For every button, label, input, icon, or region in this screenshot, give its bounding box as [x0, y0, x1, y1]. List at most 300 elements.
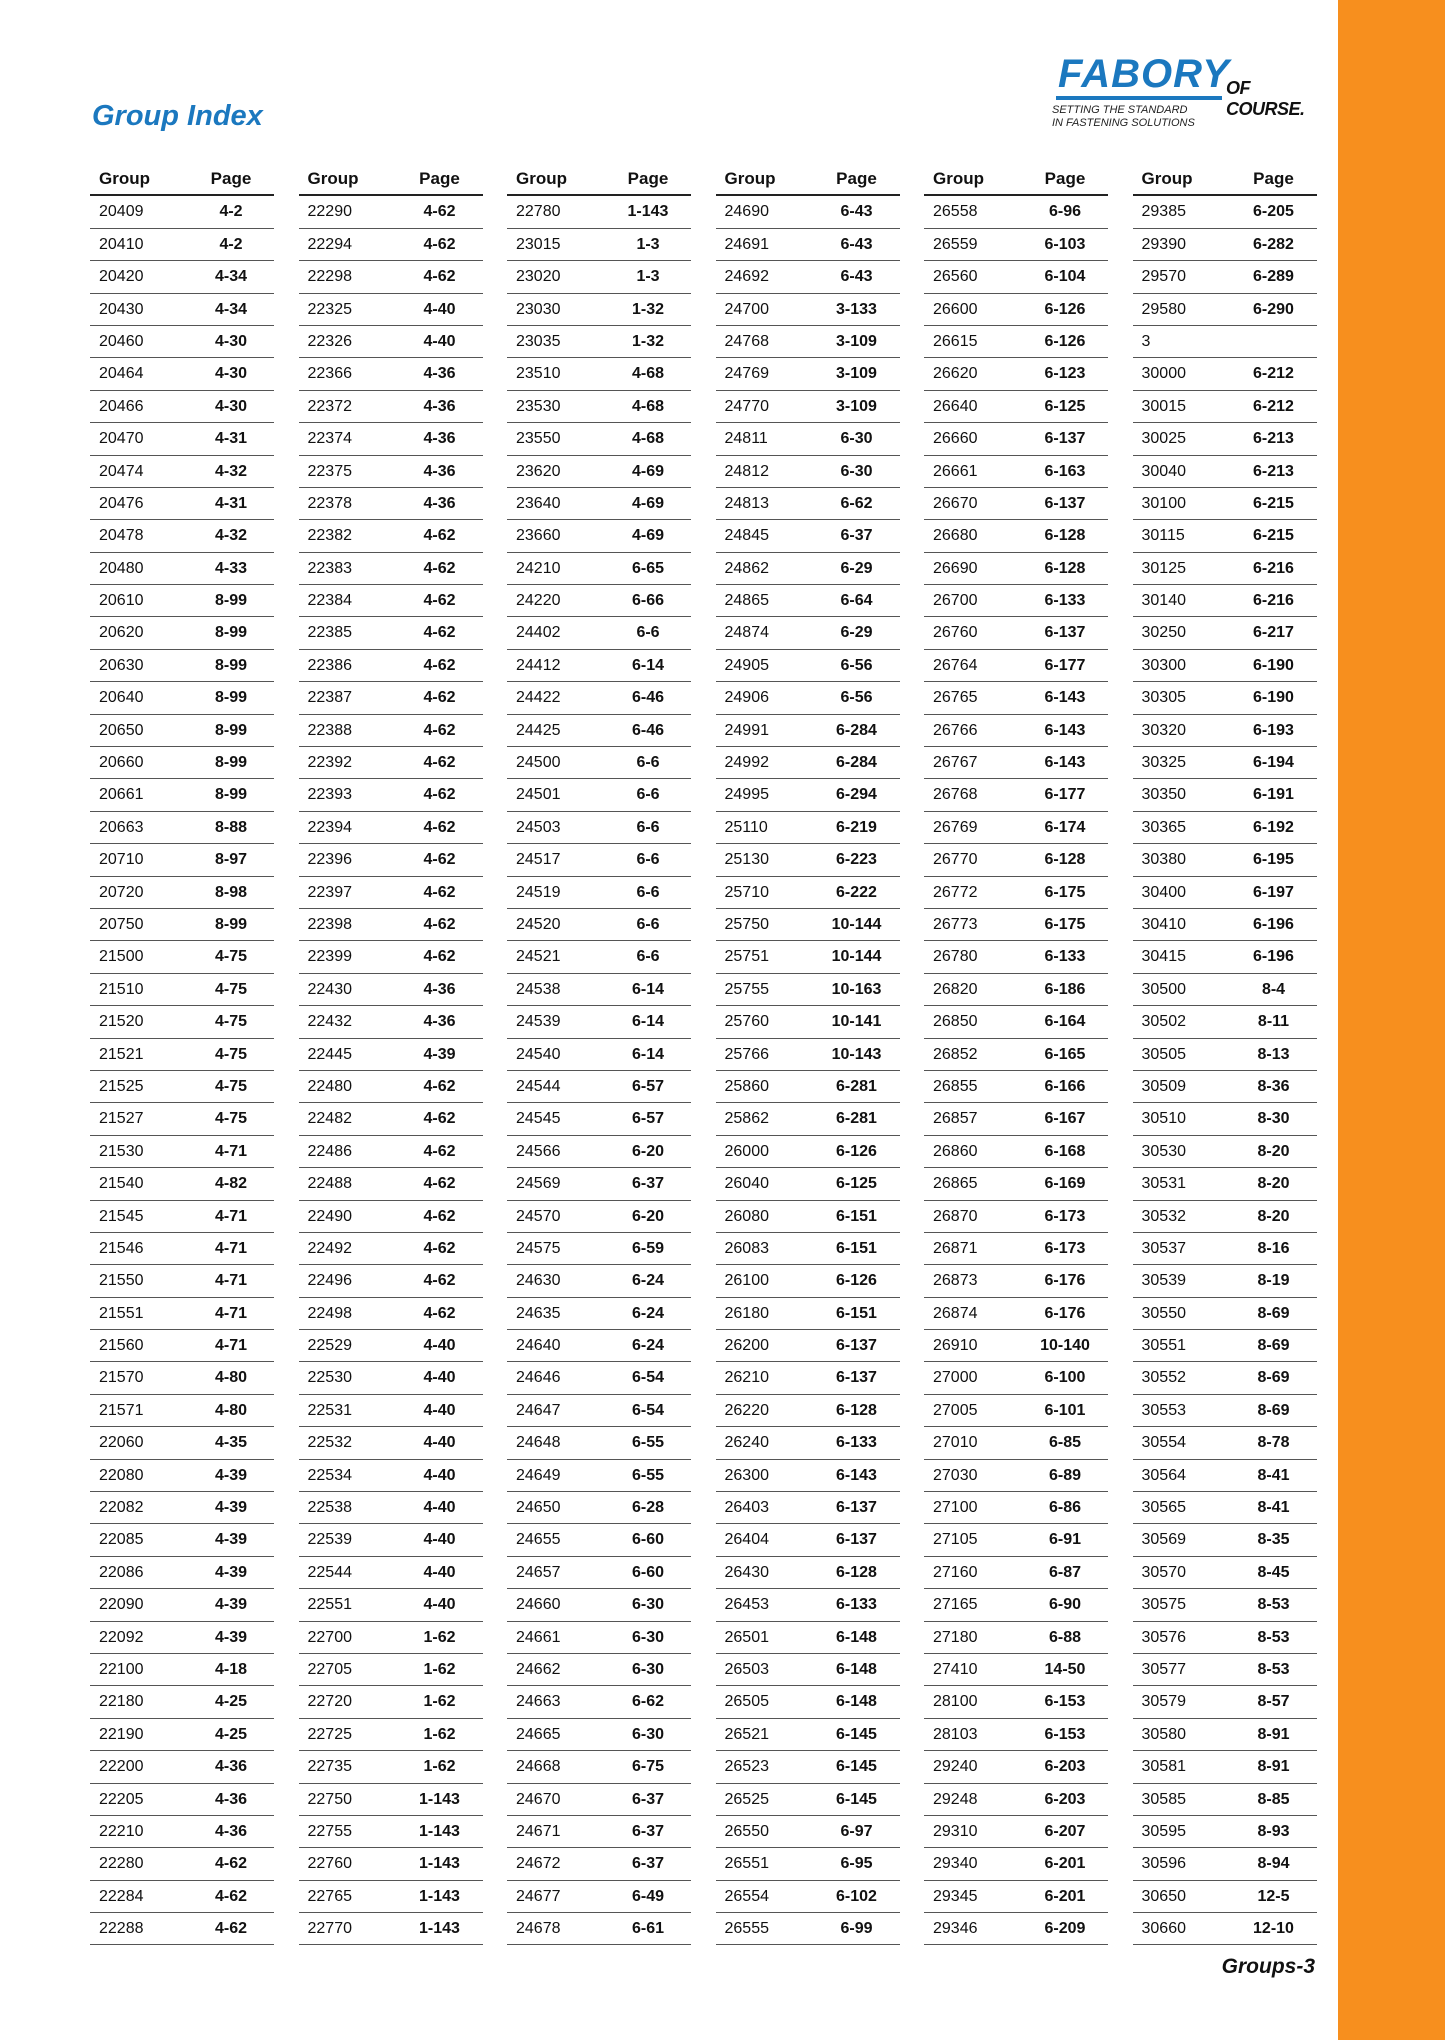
page-reference: 4-34 — [214, 268, 248, 286]
group-number: 26404 — [724, 1531, 769, 1549]
table-row — [716, 1136, 900, 1168]
group-number: 26100 — [724, 1272, 769, 1290]
table-row — [1133, 229, 1317, 261]
page-reference: 8-20 — [1257, 1175, 1290, 1193]
page-reference: 6-6 — [636, 754, 660, 772]
page-reference: 6-30 — [631, 1660, 665, 1678]
table-row — [716, 391, 900, 423]
page-reference: 6-173 — [1044, 1207, 1086, 1225]
page-reference: 12-5 — [1257, 1887, 1290, 1905]
index-column-6 — [1133, 163, 1317, 1945]
page-reference: 4-32 — [214, 527, 248, 545]
table-row — [90, 682, 274, 714]
table-row — [924, 585, 1108, 617]
table-row — [299, 1816, 483, 1848]
group-number: 29345 — [933, 1887, 978, 1905]
page-reference: 8-41 — [1257, 1499, 1290, 1517]
page-reference: 8-69 — [1257, 1401, 1290, 1419]
table-row — [299, 682, 483, 714]
side-accent-bar — [1338, 0, 1445, 2040]
group-number: 23510 — [516, 365, 561, 383]
group-number: 22539 — [307, 1531, 352, 1549]
table-row — [1133, 1039, 1317, 1071]
group-number: 26871 — [933, 1239, 978, 1257]
table-row — [924, 1524, 1108, 1556]
group-number: 30502 — [1141, 1013, 1186, 1031]
page-reference: 6-6 — [636, 851, 660, 869]
table-row — [1133, 877, 1317, 909]
page-reference: 6-216 — [1253, 559, 1294, 577]
page-reference: 6-43 — [840, 268, 873, 286]
group-number: 21550 — [99, 1272, 144, 1290]
table-row — [924, 423, 1108, 455]
group-number: 26555 — [724, 1920, 769, 1938]
group-number: 27010 — [933, 1434, 978, 1452]
table-row — [716, 1298, 900, 1330]
logo-slogan: OF COURSE. — [1226, 78, 1305, 119]
page-reference: 6-30 — [631, 1596, 665, 1614]
table-row — [90, 1201, 274, 1233]
header-group: Group — [307, 169, 359, 188]
group-number: 22490 — [307, 1207, 352, 1225]
page-reference: 4-69 — [631, 462, 665, 480]
group-number: 24769 — [724, 365, 769, 383]
table-row — [716, 553, 900, 585]
page-reference: 6-192 — [1253, 818, 1294, 836]
group-number: 22384 — [307, 592, 352, 610]
page-reference: 6-193 — [1253, 721, 1294, 739]
group-number: 22430 — [307, 980, 352, 998]
page-reference: 6-176 — [1044, 1272, 1086, 1290]
page-reference: 6-29 — [840, 559, 873, 577]
table-row — [299, 1557, 483, 1589]
table-row — [90, 1913, 274, 1945]
group-number: 22294 — [307, 235, 352, 253]
group-number: 26403 — [724, 1499, 769, 1517]
page-reference: 6-6 — [636, 786, 660, 804]
table-row — [1133, 1686, 1317, 1718]
page-reference: 4-75 — [214, 1077, 248, 1095]
page-reference: 4-62 — [423, 203, 456, 221]
page-number: Groups-3 — [1221, 1955, 1315, 1978]
table-row — [299, 812, 483, 844]
header-page: Page — [419, 169, 460, 188]
table-row — [90, 1298, 274, 1330]
group-number: 26453 — [724, 1596, 769, 1614]
header-page: Page — [1253, 169, 1294, 188]
page-reference: 4-71 — [214, 1142, 248, 1160]
table-row — [299, 1006, 483, 1038]
page-reference: 4-36 — [423, 430, 456, 448]
group-number: 22180 — [99, 1693, 144, 1711]
table-row — [1133, 1006, 1317, 1038]
page-reference: 6-294 — [836, 786, 877, 804]
group-number: 22770 — [307, 1920, 352, 1938]
table-row — [507, 585, 691, 617]
page-reference: 4-2 — [219, 235, 243, 253]
group-number: 22374 — [307, 430, 352, 448]
table-row — [507, 1298, 691, 1330]
table-row — [924, 877, 1108, 909]
page-reference: 4-71 — [214, 1304, 248, 1322]
page-reference: 6-46 — [631, 721, 665, 739]
group-number: 30550 — [1141, 1304, 1186, 1322]
group-number: 22480 — [307, 1077, 352, 1095]
table-row — [1133, 909, 1317, 941]
group-number: 20470 — [99, 430, 144, 448]
table-row — [716, 1460, 900, 1492]
page-reference: 6-223 — [836, 851, 877, 869]
group-number: 22551 — [307, 1596, 352, 1614]
table-row — [716, 1622, 900, 1654]
group-number: 22326 — [307, 332, 352, 350]
page-reference: 4-62 — [423, 1175, 456, 1193]
page-reference: 4-39 — [214, 1499, 248, 1517]
page-reference: 4-40 — [423, 1337, 456, 1355]
group-number: 24569 — [516, 1175, 561, 1193]
table-row — [507, 941, 691, 973]
group-number: 30580 — [1141, 1725, 1186, 1743]
table-row — [507, 391, 691, 423]
group-number: 30305 — [1141, 689, 1186, 707]
group-number: 22397 — [307, 883, 352, 901]
group-number: 30400 — [1141, 883, 1186, 901]
group-number: 24519 — [516, 883, 561, 901]
page-reference: 4-68 — [631, 397, 665, 415]
table-row — [716, 812, 900, 844]
page-reference: 6-61 — [631, 1920, 665, 1938]
page-reference: 6-37 — [631, 1175, 665, 1193]
group-number: 23035 — [516, 332, 561, 350]
page-reference: 6-222 — [836, 883, 877, 901]
page-reference: 6-205 — [1253, 203, 1294, 221]
group-number: 25860 — [724, 1077, 769, 1095]
page-reference: 6-195 — [1253, 851, 1294, 869]
page-reference: 6-97 — [840, 1822, 873, 1840]
page-reference: 6-125 — [1044, 397, 1086, 415]
page-reference: 6-14 — [631, 656, 665, 674]
group-number: 27105 — [933, 1531, 978, 1549]
page-reference: 6-54 — [631, 1401, 665, 1419]
group-number: 22735 — [307, 1758, 352, 1776]
group-number: 30537 — [1141, 1239, 1186, 1257]
page-reference: 4-36 — [214, 1758, 248, 1776]
table-row — [924, 779, 1108, 811]
group-number: 26080 — [724, 1207, 769, 1225]
table-row — [299, 1881, 483, 1913]
table-row — [90, 1265, 274, 1297]
table-row — [716, 358, 900, 390]
group-number: 21545 — [99, 1207, 144, 1225]
group-number: 22290 — [307, 203, 352, 221]
table-row — [90, 1622, 274, 1654]
group-number: 24503 — [516, 818, 561, 836]
group-number: 26640 — [933, 397, 978, 415]
page-reference: 4-31 — [214, 494, 248, 512]
group-number: 21540 — [99, 1175, 144, 1193]
table-row — [90, 1719, 274, 1751]
group-number: 26855 — [933, 1077, 978, 1095]
table-row — [716, 326, 900, 358]
table-row — [507, 229, 691, 261]
page-reference: 4-62 — [423, 851, 456, 869]
page-reference: 6-89 — [1048, 1466, 1082, 1484]
table-row — [299, 1103, 483, 1135]
table-row — [1133, 1265, 1317, 1297]
page-reference: 4-36 — [423, 980, 456, 998]
group-number: 22393 — [307, 786, 352, 804]
table-row — [716, 520, 900, 552]
table-row — [716, 1233, 900, 1265]
group-number: 22298 — [307, 268, 352, 286]
page-reference: 6-125 — [836, 1175, 877, 1193]
page-reference: 6-60 — [631, 1531, 665, 1549]
group-number: 26765 — [933, 689, 978, 707]
table-row — [924, 974, 1108, 1006]
page-reference: 6-14 — [631, 1045, 665, 1063]
table-row — [924, 617, 1108, 649]
page-reference: 6-28 — [631, 1499, 665, 1517]
table-row — [90, 650, 274, 682]
group-number: 30554 — [1141, 1434, 1186, 1452]
table-row — [299, 229, 483, 261]
group-number: 26764 — [933, 656, 978, 674]
page-reference: 4-62 — [214, 1920, 248, 1938]
table-row — [716, 1784, 900, 1816]
page-reference: 6-64 — [840, 592, 873, 610]
table-row — [507, 682, 691, 714]
group-number: 24862 — [724, 559, 769, 577]
group-number: 20661 — [99, 786, 144, 804]
table-row — [90, 229, 274, 261]
page-reference: 6-284 — [836, 721, 877, 739]
page-reference: 6-168 — [1044, 1142, 1086, 1160]
page-reference: 6-55 — [631, 1466, 665, 1484]
page-reference: 6-133 — [1044, 592, 1086, 610]
table-row — [90, 1039, 274, 1071]
page-reference: 3-133 — [836, 300, 877, 318]
page-reference: 6-143 — [1044, 689, 1086, 707]
table-row — [299, 391, 483, 423]
table-row — [299, 1168, 483, 1200]
group-number: 26760 — [933, 624, 978, 642]
page-reference: 8-99 — [214, 721, 248, 739]
group-number: 27005 — [933, 1401, 978, 1419]
group-number: 26767 — [933, 754, 978, 772]
group-number: 29310 — [933, 1822, 978, 1840]
page-reference: 6-30 — [631, 1628, 665, 1646]
page-reference: 6-65 — [631, 559, 665, 577]
page-reference: 6-281 — [836, 1077, 877, 1095]
page-reference: 6-219 — [836, 818, 877, 836]
page-reference: 6-30 — [840, 462, 873, 480]
page-reference: 6-145 — [836, 1758, 877, 1776]
table-row — [1133, 520, 1317, 552]
group-number: 26857 — [933, 1110, 978, 1128]
group-number: 28103 — [933, 1725, 978, 1743]
page-reference: 4-62 — [423, 948, 456, 966]
table-row — [716, 1751, 900, 1783]
header-group: Group — [99, 169, 150, 188]
group-number: 24566 — [516, 1142, 561, 1160]
page-reference: 6-176 — [1044, 1304, 1086, 1322]
group-number: 21551 — [99, 1304, 144, 1322]
table-row — [1133, 1492, 1317, 1524]
table-row — [924, 650, 1108, 682]
group-number: 26873 — [933, 1272, 978, 1290]
table-row — [507, 1784, 691, 1816]
group-number: 24640 — [516, 1337, 561, 1355]
table-row — [299, 1654, 483, 1686]
page-reference: 4-62 — [423, 527, 456, 545]
group-number: 21571 — [99, 1401, 144, 1419]
group-number: 26852 — [933, 1045, 978, 1063]
page-reference: 4-75 — [214, 948, 248, 966]
page-reference: 6-163 — [1044, 462, 1086, 480]
table-row — [90, 812, 274, 844]
page-reference: 6-197 — [1253, 883, 1294, 901]
table-row — [299, 650, 483, 682]
page-reference: 1-143 — [419, 1887, 460, 1905]
page-reference: 6-62 — [631, 1693, 665, 1711]
page-reference: 4-71 — [214, 1272, 248, 1290]
group-number: 26501 — [724, 1628, 769, 1646]
group-number: 29580 — [1141, 300, 1186, 318]
page-reference: 6-126 — [836, 1142, 877, 1160]
page-reference: 1-62 — [423, 1660, 456, 1678]
group-number: 20464 — [99, 365, 144, 383]
group-number: 26523 — [724, 1758, 769, 1776]
page-reference: 6-169 — [1044, 1175, 1086, 1193]
table-row — [1133, 1168, 1317, 1200]
page-reference: 8-99 — [214, 786, 248, 804]
page-reference: 4-39 — [214, 1563, 248, 1581]
group-number: 30532 — [1141, 1207, 1186, 1225]
table-row — [507, 488, 691, 520]
page-reference: 6-14 — [631, 980, 665, 998]
table-row — [716, 1330, 900, 1362]
page-reference: 10-163 — [831, 980, 882, 998]
page-reference: 4-62 — [423, 592, 456, 610]
table-row — [90, 941, 274, 973]
page-reference: 4-62 — [423, 1272, 456, 1290]
table-row — [90, 1395, 274, 1427]
group-number: 26430 — [724, 1563, 769, 1581]
group-number: 26240 — [724, 1434, 769, 1452]
table-row — [299, 456, 483, 488]
page-reference: 1-62 — [423, 1628, 456, 1646]
logo-underline — [1056, 96, 1222, 100]
page-reference: 6-128 — [1044, 851, 1086, 869]
page-reference: 8-91 — [1257, 1725, 1290, 1743]
table-row — [1133, 1362, 1317, 1394]
page-reference: 4-62 — [423, 786, 456, 804]
page-reference: 4-36 — [423, 397, 456, 415]
page-reference: 12-10 — [1253, 1920, 1294, 1938]
page-reference: 4-71 — [214, 1337, 248, 1355]
group-number: 22085 — [99, 1531, 144, 1549]
table-row — [299, 1622, 483, 1654]
table-row — [1133, 1201, 1317, 1233]
group-number: 22398 — [307, 915, 352, 933]
table-row — [716, 294, 900, 326]
group-number: 24649 — [516, 1466, 561, 1484]
table-row — [299, 261, 483, 293]
table-row — [716, 1427, 900, 1459]
table-row — [507, 1427, 691, 1459]
page-reference: 6-145 — [836, 1790, 877, 1808]
group-number: 30595 — [1141, 1822, 1186, 1840]
page-reference: 6-196 — [1253, 948, 1294, 966]
page-reference: 6-175 — [1044, 883, 1086, 901]
table-row — [716, 682, 900, 714]
table-row — [299, 1071, 483, 1103]
table-row — [924, 1622, 1108, 1654]
table-row — [716, 585, 900, 617]
table-row — [716, 1006, 900, 1038]
group-number: 30125 — [1141, 559, 1186, 577]
table-row — [924, 1654, 1108, 1686]
table-row — [1133, 1330, 1317, 1362]
group-number: 29340 — [933, 1855, 978, 1873]
table-row — [90, 1460, 274, 1492]
page-reference: 4-33 — [214, 559, 248, 577]
page-reference: 6-56 — [840, 656, 873, 674]
table-row — [716, 229, 900, 261]
group-number: 26860 — [933, 1142, 978, 1160]
table-row — [716, 261, 900, 293]
table-row — [90, 196, 274, 228]
group-number: 30564 — [1141, 1466, 1186, 1484]
table-row — [924, 1168, 1108, 1200]
group-number: 26620 — [933, 365, 978, 383]
table-row — [924, 196, 1108, 228]
table-row — [716, 941, 900, 973]
page-reference: 4-80 — [214, 1401, 248, 1419]
page-reference: 8-99 — [214, 656, 248, 674]
table-row — [1133, 844, 1317, 876]
page-reference: 1-62 — [423, 1758, 456, 1776]
group-number: 30530 — [1141, 1142, 1186, 1160]
table-row — [924, 1848, 1108, 1880]
table-row — [1133, 1784, 1317, 1816]
table-row — [716, 1719, 900, 1751]
group-number: 22386 — [307, 656, 352, 674]
page-reference: 4-40 — [423, 1401, 456, 1419]
group-number: 24540 — [516, 1045, 561, 1063]
group-number: 24690 — [724, 203, 769, 221]
page-reference: 3-109 — [836, 397, 877, 415]
page-reference: 6-126 — [1044, 332, 1086, 350]
page-reference: 4-25 — [214, 1693, 248, 1711]
page-reference: 6-102 — [836, 1887, 877, 1905]
page-reference: 8-69 — [1257, 1304, 1290, 1322]
page-reference: 6-128 — [836, 1401, 877, 1419]
group-number: 24672 — [516, 1855, 561, 1873]
page-reference: 8-20 — [1257, 1207, 1290, 1225]
group-number: 22392 — [307, 754, 352, 772]
page-reference: 6-216 — [1253, 592, 1294, 610]
group-number: 26505 — [724, 1693, 769, 1711]
group-number: 26766 — [933, 721, 978, 739]
page-reference: 6-290 — [1253, 300, 1294, 318]
group-number: 27030 — [933, 1466, 978, 1484]
page-reference: 6-215 — [1253, 527, 1294, 545]
table-row — [716, 196, 900, 228]
table-row — [716, 1848, 900, 1880]
group-number: 22325 — [307, 300, 352, 318]
group-number: 29570 — [1141, 268, 1186, 286]
